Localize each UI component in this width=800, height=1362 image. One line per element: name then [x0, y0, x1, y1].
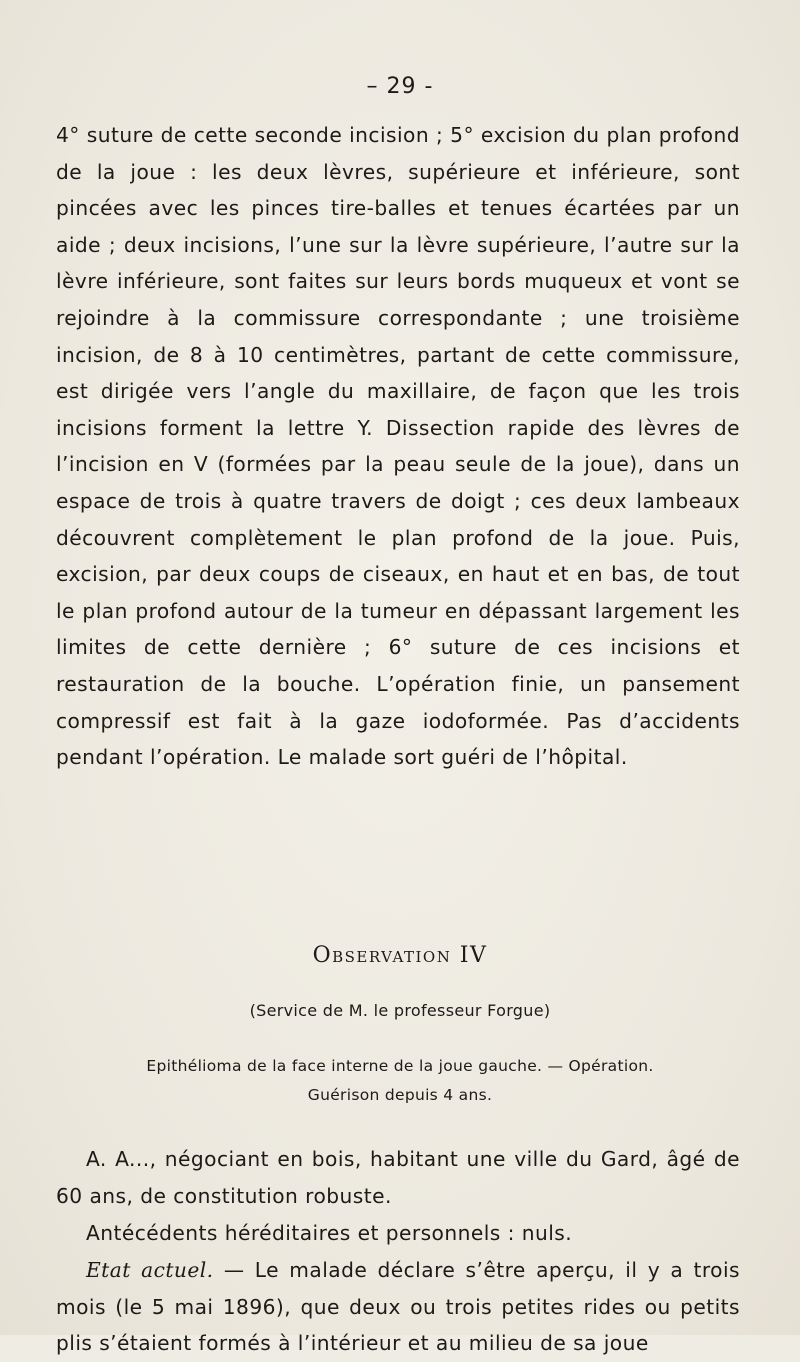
observation-heading: Observation IV	[312, 943, 488, 968]
observation-summary	[60, 1052, 740, 1110]
observation-service: (Service de M. le professeur Forgue)	[249, 1001, 551, 1020]
current-state-paragraph	[56, 1252, 740, 1362]
current-state-label: Etat actuel.	[86, 1258, 214, 1282]
operation-description-paragraph: 4° suture de cette seconde incision ; 5° excision du plan profond de la joue : les deux lèvres, supérieure et inférieure, sont pincées avec les pinces tire-balles et tenues écartées par un aide ; deux incisions, l’une sur la lèvre supérieure, l’autre sur la lèvre inférieure, sont faites sur leurs bords muqueux et vont se rejoindre à la commissure correspondante ; une troisième incision, de 8 à 10 centimètres, partant de cette commissure, est dirigée vers l’angle du maxillaire, de façon que les trois incisions forment la lettre Y. Dissection rapide des lèvres de l’incision en V (formées par la peau seule de la joue), dans un espace de trois à quatre travers de doigt ; ces deux lambeaux découvrent complètement le plan profond de la joue. Puis, excision, par deux coups de ciseaux, en haut et en bas, de tout le plan profond autour de la tumeur en dépassant largement les limites de cette dernière ; 6° suture de ces incisions et restauration de la bouche. L’opération finie, un pansement compressif est fait à la gaze iodoformée. Pas d’accidents pendant l’opération. Le malade sort guéri de l’hôpital.	[56, 123, 740, 770]
patient-description: A. A..., négociant en bois, habitant une ville du Gard, âgé de 60 ans, de constitution robuste.	[56, 1147, 740, 1208]
antecedents-line: Antécédents héréditaires et personnels : nuls.	[86, 1221, 573, 1245]
observation-summary-line-1: Epithélioma de la face interne de la joue gauche. — Opération.	[146, 1057, 654, 1075]
page-number-value: 29	[386, 74, 417, 99]
page-number: – 29 -	[366, 74, 434, 99]
current-state-text: — Le malade déclare s’être aperçu, il y a trois mois (le 5 mai 1896), que deux ou trois petites rides ou petits plis s’étaient formés à l’intérieur et au milieu de sa joue	[56, 1258, 741, 1356]
observation-summary-line-2: Guérison depuis 4 ans.	[307, 1086, 493, 1104]
